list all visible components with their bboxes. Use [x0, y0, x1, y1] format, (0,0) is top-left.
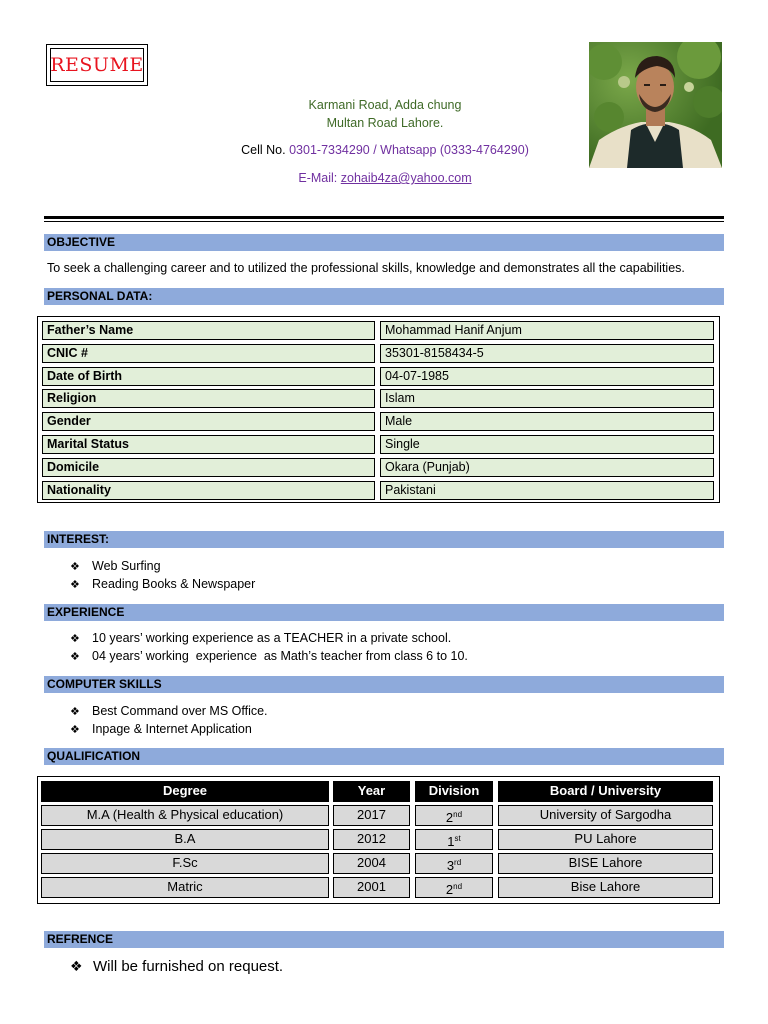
diamond-bullet-icon: ❖ — [70, 723, 80, 736]
list-item — [70, 720, 268, 738]
objective-text: To seek a challenging career and to utilized the professional skills, knowledge and demonstrates all the capabilities. — [47, 261, 685, 275]
cell-label: Cell No. — [241, 143, 286, 157]
division-suffix: st — [454, 834, 461, 843]
cell-line — [200, 143, 570, 157]
experience-item: 10 years’ working experience as a TEACHER in a private school. — [92, 631, 452, 645]
section-reference: REFRENCE — [44, 931, 724, 948]
email-label: E-Mail: — [298, 171, 338, 185]
personal-data-label: Gender — [42, 412, 375, 431]
personal-data-label: CNIC # — [42, 344, 375, 363]
reference-text: Will be furnished on request. — [93, 958, 284, 975]
qualification-division — [415, 853, 493, 874]
qualification-year: 2004 — [333, 853, 410, 874]
division-number: 3 — [446, 858, 455, 873]
experience-list — [70, 629, 468, 665]
section-interest: INTEREST: — [44, 531, 724, 548]
list-item — [70, 702, 268, 720]
division-number: 2 — [445, 882, 454, 897]
address-line-1: Karmani Road, Adda chung — [308, 98, 462, 112]
qualification-board: Bise Lahore — [498, 877, 713, 898]
qualification-header: Board / University — [498, 781, 713, 802]
skill-item: Best Command over MS Office. — [92, 704, 268, 718]
division-suffix: rd — [454, 858, 462, 867]
list-item — [70, 629, 468, 647]
interest-item: Reading Books & Newspaper — [92, 577, 256, 591]
section-objective: OBJECTIVE — [44, 234, 724, 251]
address-line-2: Multan Road Lahore. — [326, 116, 444, 130]
resume-title-box — [46, 44, 148, 86]
qualification-year: 2001 — [333, 877, 410, 898]
skill-item: Inpage & Internet Application — [92, 722, 252, 736]
header-divider-thick — [44, 216, 724, 219]
personal-data-label: Father’s Name — [42, 321, 375, 340]
qualification-degree: M.A (Health & Physical education) — [41, 805, 329, 826]
diamond-bullet-icon: ❖ — [70, 578, 80, 591]
qualification-division — [415, 877, 493, 898]
diamond-bullet-icon: ❖ — [70, 650, 80, 663]
diamond-bullet-icon: ❖ — [70, 705, 80, 718]
qualification-division — [415, 829, 493, 850]
personal-data-value: Pakistani — [380, 481, 714, 500]
qualification-board: University of Sargodha — [498, 805, 713, 826]
computer-skills-list — [70, 702, 268, 738]
qualification-year: 2012 — [333, 829, 410, 850]
qualification-header: Degree — [41, 781, 329, 802]
interest-item: Web Surfing — [92, 559, 161, 573]
email-link[interactable]: zohaib4za@yahoo.com — [340, 171, 472, 185]
list-item — [70, 647, 468, 665]
personal-data-value: 04-07-1985 — [380, 367, 714, 386]
division-number: 2 — [445, 810, 454, 825]
personal-data-label: Marital Status — [42, 435, 375, 454]
personal-data-value: 35301-8158434-5 — [380, 344, 714, 363]
cell-number: 0301-7334290 / Whatsapp (0333-4764290) — [289, 143, 529, 157]
section-experience: EXPERIENCE — [44, 604, 724, 621]
section-personal-data: PERSONAL DATA: — [44, 288, 724, 305]
personal-data-label: Religion — [42, 389, 375, 408]
personal-data-label: Date of Birth — [42, 367, 375, 386]
personal-data-value: Mohammad Hanif Anjum — [380, 321, 714, 340]
personal-data-value: Male — [380, 412, 714, 431]
division-suffix: nd — [453, 810, 463, 819]
personal-data-value: Single — [380, 435, 714, 454]
resume-title: RESUME — [50, 48, 144, 82]
list-item — [70, 575, 255, 593]
qualification-division — [415, 805, 493, 826]
qualification-header: Division — [415, 781, 493, 802]
qualification-header: Year — [333, 781, 410, 802]
personal-data-value: Okara (Punjab) — [380, 458, 714, 477]
section-computer-skills: COMPUTER SKILLS — [44, 676, 724, 693]
division-number: 1 — [447, 834, 455, 849]
reference-item — [70, 958, 283, 975]
division-suffix: nd — [453, 882, 463, 891]
interest-list — [70, 557, 255, 593]
qualification-degree: F.Sc — [41, 853, 329, 874]
header-divider-thin — [44, 221, 724, 222]
email-line — [200, 171, 570, 185]
profile-photo — [589, 42, 722, 168]
qualification-degree: Matric — [41, 877, 329, 898]
diamond-bullet-icon: ❖ — [70, 560, 80, 573]
qualification-year: 2017 — [333, 805, 410, 826]
profile-photo-image — [589, 42, 722, 168]
diamond-bullet-icon: ❖ — [70, 958, 83, 974]
list-item — [70, 557, 255, 575]
qualification-degree: B.A — [41, 829, 329, 850]
personal-data-label: Domicile — [42, 458, 375, 477]
qualification-board: PU Lahore — [498, 829, 713, 850]
experience-item: 04 years’ working experience as Math’s teacher from class 6 to 10. — [92, 649, 468, 663]
personal-data-value: Islam — [380, 389, 714, 408]
diamond-bullet-icon: ❖ — [70, 632, 80, 645]
section-qualification: QUALIFICATION — [44, 748, 724, 765]
personal-data-label: Nationality — [42, 481, 375, 500]
qualification-board: BISE Lahore — [498, 853, 713, 874]
